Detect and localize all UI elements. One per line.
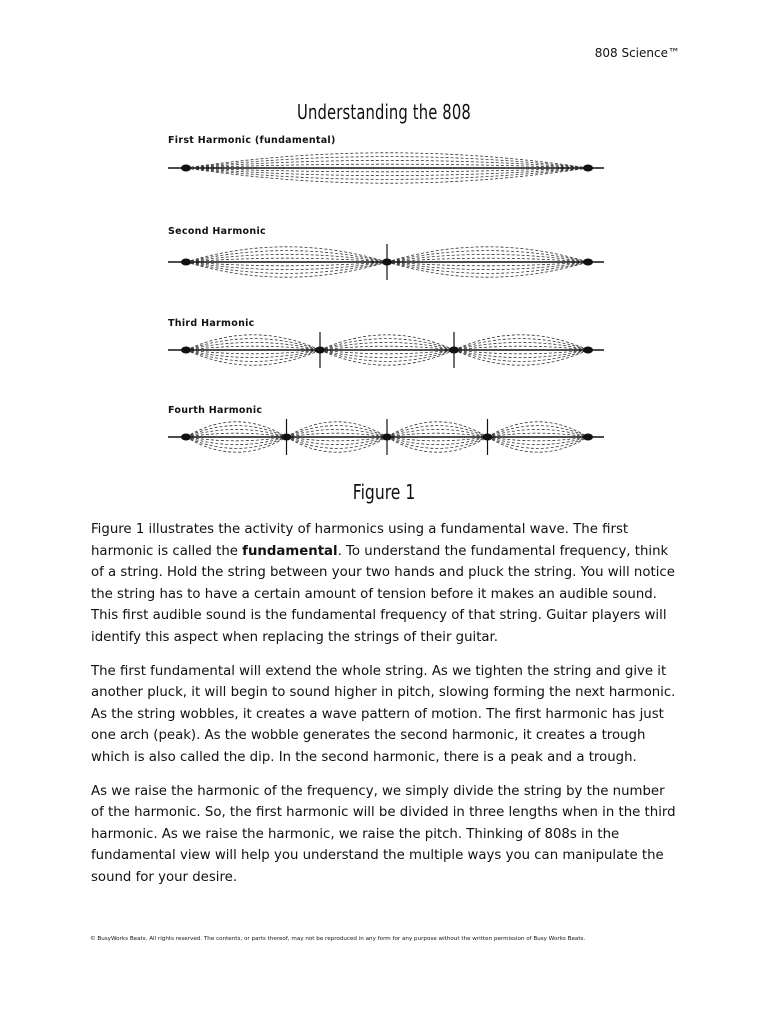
harmonic-diagram-1 <box>168 138 604 198</box>
node-point <box>181 434 191 441</box>
harmonic-label-1: First Harmonic (fundamental) <box>168 135 336 146</box>
node-point <box>483 434 493 441</box>
node-point <box>315 347 325 354</box>
figure-caption: Figure 1 <box>352 480 416 504</box>
node-point <box>282 434 292 441</box>
node-point <box>181 259 191 266</box>
page-title: Understanding the 808 <box>297 100 471 124</box>
node-point <box>449 347 459 354</box>
node-point <box>583 165 593 172</box>
node-point <box>583 259 593 266</box>
harmonic-label-4: Fourth Harmonic <box>168 405 263 416</box>
header-tag: 808 Science™ <box>594 46 680 60</box>
harmonic-label-3: Third Harmonic <box>168 318 255 329</box>
copyright-footer: © BusyWorks Beats. All rights reserved. The contents, or parts thereof, may not be reproduced in any form for any purpose without the written permission of Busy Works Beats. <box>90 936 586 942</box>
node-point <box>583 347 593 354</box>
harmonic-diagram-2 <box>168 232 604 292</box>
paragraph-1 <box>91 519 681 649</box>
body-text <box>91 519 681 901</box>
node-point <box>583 434 593 441</box>
node-point <box>382 434 392 441</box>
harmonic-diagram-3 <box>168 320 604 380</box>
harmonic-label-2: Second Harmonic <box>168 226 266 237</box>
node-point <box>181 347 191 354</box>
paragraph-3: As we raise the harmonic of the frequency, we simply divide the string by the number of the harmonic. So, the first harmonic will be divided in three lengths when in the third harmonic. As we raise the harmonic, we raise the pitch. Thinking of 808s in the fundamental view will help you understand the multiple ways you can manipulate the sound for your desire. <box>91 783 676 885</box>
harmonic-diagram-4 <box>168 407 604 467</box>
paragraph-2: The first fundamental will extend the whole string. As we tighten the string and give it another pluck, it will begin to sound higher in pitch, slowing forming the next harmonic. As the string wobbles, it creates a wave pattern of motion. The first harmonic has just one arch (peak). As the wobble generates the second harmonic, it creates a trough which is also called the dip. In the second harmonic, there is a peak and a trough. <box>91 663 676 765</box>
paragraph-1-part-b: . To understand the fundamental frequency, think of a string. Hold the string between your two hands and pluck the string. You will notice the string has to have a certain amount of tension before it makes an audible sound. This first audible sound is the fundamental frequency of that string. Guitar players will identify this aspect when replacing the strings of their guitar. <box>91 543 675 645</box>
fundamental-term: fundamental <box>242 543 338 559</box>
node-point <box>181 165 191 172</box>
paragraph-1-part-a: Figure 1 illustrates the activity of harmonics using a fundamental wave. The first harmonic is called the <box>91 522 629 559</box>
node-point <box>382 259 392 266</box>
